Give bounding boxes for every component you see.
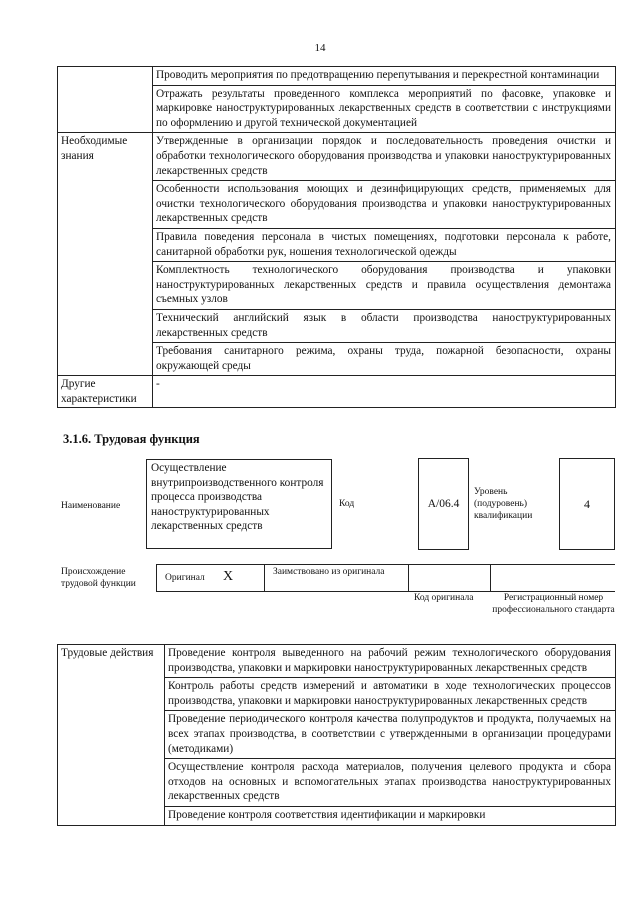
level-label: Уровень (подуровень) квалификации [474,487,533,521]
code-original-label: Код оригинала [414,593,474,603]
original-cell [156,565,264,591]
borrowed-cell [264,565,408,591]
name-label: Наименование [61,501,121,511]
row-text-cell: Проведение контроля выведенного на рабочий режим технологического оборудования производства, упаковки и маркировки наноструктурированных лекарственных средств [165,645,616,678]
row-text-cell: Правила поведения персонала в чистых помещениях, подготовки персонала к работе, санитарной обработки рук, ношения технологической одежды [153,228,616,261]
original-label: Оригинал [165,573,205,583]
page-number: 14 [314,42,326,54]
row-text-cell: Комплектность технологического оборудования производства и упаковки наноструктурированных лекарственных средств и правила осуществления демонтажа съемных узлов [153,262,616,310]
row-text-cell: Осуществление контроля расхода материалов, получения целевого продукта и сбора отходов на основных и вспомогательных этапах производства наноструктурированных лекарственных средств [165,759,616,807]
qualification-level-box: 4 [559,458,615,550]
skills-knowledge-table [57,66,616,408]
row-text-cell: - [153,376,616,408]
table-row [58,376,616,408]
table-row [58,133,616,181]
row-text-cell: Контроль работы средств измерений и автоматики в ходе технологических процессов производства, упаковки и маркировки наноструктурированных лекарственных средств [165,678,616,711]
labor-actions-table [57,644,616,826]
row-label-knowledge: Необходимые знания [58,133,153,376]
original-mark: X [223,569,234,584]
table-row [58,645,616,678]
borrowed-label: Заимствовано из оригинала [273,567,385,577]
row-text-cell: Проводить мероприятия по предотвращению перепутывания и перекрестной контаминации [153,67,616,86]
section-heading: 3.1.6. Трудовая функция [63,432,200,446]
row-label-other: Другие характеристики [58,376,153,408]
function-name-box: Осуществление внутрипроизводственного контроля процесса производства наноструктурированных лекарственных средств [146,459,332,549]
row-text-cell: Проведение контроля соответствия идентификации и маркировки [165,806,616,825]
function-code-box: A/06.4 [418,458,469,550]
row-text-cell: Утвержденные в организации порядок и последовательность проведения очистки и обработки технологического оборудования производства и упаковки наноструктурированных лекарственных средств [153,133,616,181]
code-original-cell [408,565,490,591]
row-text-cell: Особенности использования моющих и дезинфицирующих средств, применяемых для очистки технологического оборудования производства и упаковки наноструктурированных лекарственных средств [153,181,616,229]
origin-table [156,564,615,592]
row-label-cell [58,67,153,133]
row-text-cell: Требования санитарного режима, охраны труда, пожарной безопасности, охраны окружающей среды [153,343,616,376]
table-row [58,67,616,86]
reg-number-label: Регистрационный номер профессионального стандарта [492,593,615,615]
row-label-actions: Трудовые действия [58,645,165,826]
origin-label: Происхождение трудовой функции [61,567,136,589]
reg-number-cell [490,565,615,591]
code-label: Код [339,499,355,509]
row-text-cell: Технический английский язык в области производства наноструктурированных лекарственных средств [153,309,616,342]
row-text-cell: Проведение периодического контроля качества полупродуктов и продукта, получаемых на всех этапах производства, в соответствии с утвержденными в организации процедурами (методиками) [165,711,616,759]
row-text-cell: Отражать результаты проведенного комплекса мероприятий по фасовке, упаковке и маркировке наноструктурированных лекарственных средств в соответствии с инструкциями по оформлению и другой технической документацией [153,85,616,133]
